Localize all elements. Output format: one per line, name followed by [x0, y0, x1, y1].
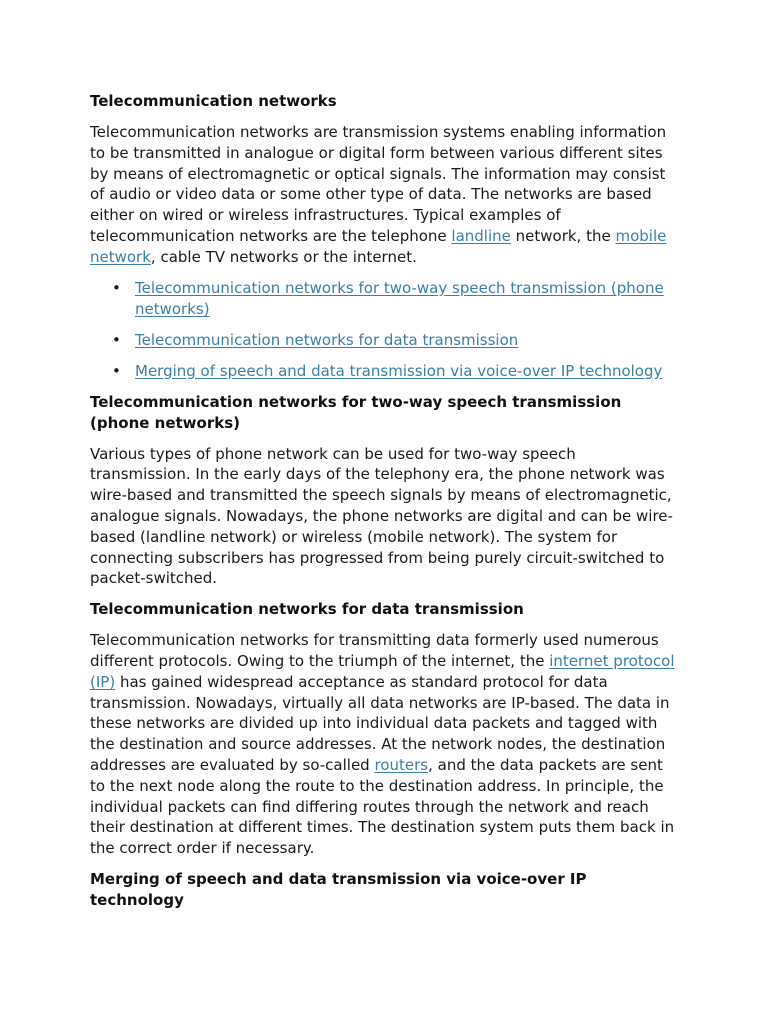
toc-item-phone-networks [90, 278, 680, 320]
toc-link-voip[interactable]: Merging of speech and data transmission via voice-over IP technology [135, 361, 663, 380]
heading-voip: Merging of speech and data transmission via voice-over IP technology [90, 869, 587, 909]
bullet-icon: • [112, 278, 121, 297]
data-text-part1: Telecommunication networks for transmitting data formerly used numerous different protocols. Owing to the triumph of the internet, the [90, 631, 659, 670]
bullet-icon: • [112, 330, 121, 349]
heading-telecommunication-networks: Telecommunication networks [90, 92, 337, 110]
data-text-part2: has gained widespread acceptance as standard protocol for data transmission. Nowadays, virtually all data networks are IP-based. The data in these networks are divided up into individual data packets and tagged with the destination and source addresses. At the network nodes, the destination addresses are evaluated by so-called [90, 672, 670, 774]
internet-protocol-link[interactable]: internet protocol (IP) [90, 651, 675, 691]
intro-text-part1: Telecommunication networks are transmission systems enabling information to be transmitted in analogue or digital form between various different sites by means of electromagnetic or optical signals. The information may consist of audio or video data or some other type of data. The networks are based either on wired or wireless infrastructures. Typical examples of telecommunication networks are the telephone [90, 123, 667, 245]
toc-item-voip [90, 361, 680, 382]
routers-link[interactable]: routers [374, 755, 429, 774]
bullet-icon: • [112, 361, 121, 380]
toc-link-phone-networks[interactable]: Telecommunication networks for two-way speech transmission (phone networks) [135, 278, 664, 318]
intro-paragraph [90, 122, 680, 268]
landline-link[interactable]: landline [451, 226, 511, 245]
phone-networks-paragraph: Various types of phone network can be used for two-way speech transmission. In the early days of the telephony era, the phone network was wire-based and transmitted the speech signals by means of electromagnetic, analogue signals. Nowadays, the phone networks are digital and can be wire-based (landline network) or wireless (mobile network). The system for connecting subscribers has progressed from being purely circuit-switched to packet-switched. [90, 444, 673, 588]
heading-data-transmission: Telecommunication networks for data transmission [90, 600, 524, 619]
data-text-part3: , and the data packets are sent to the next node along the route to the destination address. In principle, the individual packets can find differing routes through the network and reach their destination at different times. The destination system puts them back in the correct order if necessary. [90, 755, 675, 858]
mobile-network-link[interactable]: mobile network [90, 226, 667, 266]
toc-item-data-transmission [90, 330, 680, 351]
intro-text-part3: , cable TV networks or the internet. [150, 247, 417, 266]
intro-text-part2: network, the [510, 226, 616, 245]
data-transmission-paragraph [90, 630, 680, 859]
heading-phone-networks: Telecommunication networks for two-way speech transmission (phone networks) [90, 392, 622, 432]
toc-link-data-transmission[interactable]: Telecommunication networks for data transmission [135, 330, 519, 349]
table-of-contents [90, 278, 680, 382]
